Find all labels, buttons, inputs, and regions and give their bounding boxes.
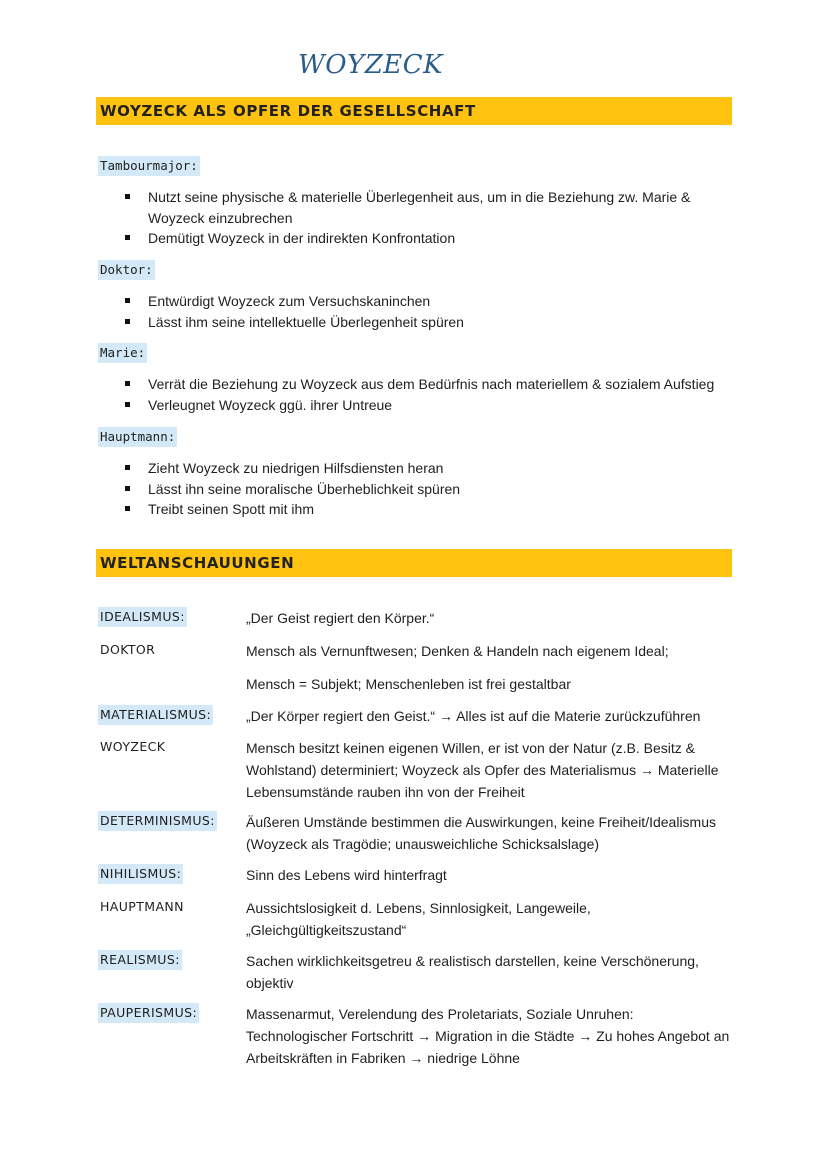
- worldview-term: REALISMUS:: [98, 950, 182, 970]
- list-item: Lässt ihn seine moralische Überheblichkeit spüren: [120, 479, 720, 500]
- worldview-term: IDEALISMUS:: [98, 607, 187, 627]
- list-item: Verleugnet Woyzeck ggü. ihrer Untreue: [120, 395, 720, 416]
- worldview-definition: Sinn des Lebens wird hinterfragt: [246, 867, 447, 883]
- worldview-definition: Massenarmut, Verelendung des Proletariats, Soziale Unruhen: Technologischer Fortschritt → Migration in die Städte → Zu hohes Angebot an Arbeitskräften in Fabriken → niedrige Löhne: [246, 1006, 730, 1066]
- section-heading-opfer: WOYZECK ALS OPFER DER GESELLSCHAFT: [96, 97, 732, 125]
- worldview-definition: Sachen wirklichkeitsgetreu & realistisch darstellen, keine Verschönerung, objektiv: [246, 953, 699, 991]
- worldview-term: DOKTOR: [100, 642, 156, 657]
- worldview-definition: Mensch besitzt keinen eigenen Willen, er ist von der Natur (z.B. Besitz & Wohlstand) determiniert; Woyzeck als Opfer des Materialismus → Materielle Lebensumstände rauben ihn von der Freiheit: [246, 740, 719, 800]
- list-item: Zieht Woyzeck zu niedrigen Hilfsdiensten heran: [120, 458, 720, 479]
- worldview-term: WOYZECK: [100, 739, 166, 754]
- bullet-list-hauptmann: [120, 458, 720, 520]
- worldview-definition: Mensch als Vernunftwesen; Denken & Handeln nach eigenem Ideal;: [246, 643, 669, 659]
- bullet-list-tambourmajor: [120, 187, 720, 249]
- bullet-list-doktor: [120, 291, 720, 332]
- group-label-tambourmajor: Tambourmajor:: [98, 156, 200, 176]
- page-title: WOYZECK: [298, 50, 444, 80]
- worldview-term: DETERMINISMUS:: [98, 811, 217, 831]
- worldview-term: NIHILISMUS:: [98, 864, 183, 884]
- worldview-definition: Mensch = Subjekt; Menschenleben ist frei gestaltbar: [246, 676, 571, 692]
- section-heading-weltanschauungen: WELTANSCHAUUNGEN: [96, 549, 732, 577]
- worldview-definition: „Der Körper regiert den Geist.“ → Alles ist auf die Materie zurückzuführen: [246, 708, 701, 724]
- group-label-doktor: Doktor:: [98, 260, 155, 280]
- worldview-definition: Äußeren Umstände bestimmen die Auswirkungen, keine Freiheit/Idealismus (Woyzeck als Tragödie; unausweichliche Schicksalslage): [246, 814, 717, 852]
- worldview-definition: Aussichtslosigkeit d. Lebens, Sinnlosigkeit, Langeweile, „Gleichgültigkeitszustand“: [246, 900, 591, 938]
- worldview-definition: „Der Geist regiert den Körper.“: [246, 610, 435, 626]
- list-item: Nutzt seine physische & materielle Überlegenheit aus, um in die Beziehung zw. Marie & Woyzeck einzubrechen: [120, 187, 720, 228]
- group-label-hauptmann: Hauptmann:: [98, 427, 177, 447]
- bullet-list-marie: [120, 374, 720, 415]
- worldview-term: MATERIALISMUS:: [98, 705, 213, 725]
- list-item: Verrät die Beziehung zu Woyzeck aus dem Bedürfnis nach materiellem & sozialem Aufstieg: [120, 374, 720, 395]
- list-item: Entwürdigt Woyzeck zum Versuchskaninchen: [120, 291, 720, 312]
- list-item: Treibt seinen Spott mit ihm: [120, 499, 720, 520]
- list-item: Lässt ihm seine intellektuelle Überlegenheit spüren: [120, 312, 720, 333]
- list-item: Demütigt Woyzeck in der indirekten Konfrontation: [120, 228, 720, 249]
- worldview-term: HAUPTMANN: [100, 899, 184, 914]
- worldview-term: PAUPERISMUS:: [98, 1003, 199, 1023]
- group-label-marie: Marie:: [98, 343, 147, 363]
